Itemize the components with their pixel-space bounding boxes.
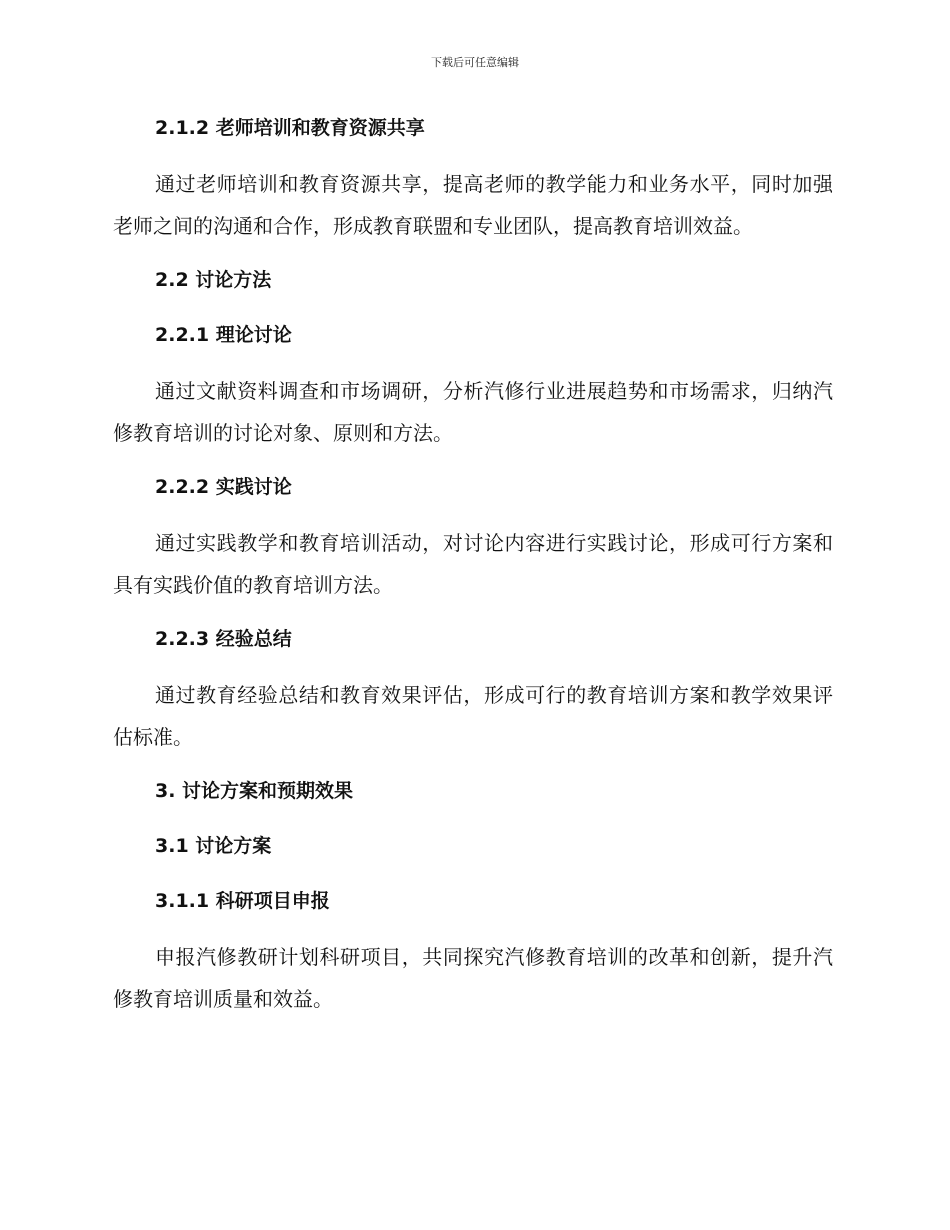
section-heading: 2.2 讨论方法 [155, 269, 272, 291]
section-heading: 2.1.2 老师培训和教育资源共享 [155, 117, 425, 139]
document-body [113, 108, 833, 1033]
section-heading: 3.1 讨论方案 [155, 835, 272, 857]
section-heading: 2.2.1 理论讨论 [155, 324, 292, 346]
paragraph: 申报汽修教研计划科研项目，共同探究汽修教育培训的改革和创新，提升汽修教育培训质量和效益。 [113, 945, 833, 1011]
paragraph: 通过老师培训和教育资源共享，提高老师的教学能力和业务水平，同时加强老师之间的沟通和合作，形成教育联盟和专业团队，提高教育培训效益。 [113, 172, 833, 238]
section-heading: 3. 讨论方案和预期效果 [155, 780, 354, 802]
section-heading: 3.1.1 科研项目申报 [155, 890, 330, 912]
section-heading: 2.2.3 经验总结 [155, 628, 292, 650]
paragraph: 通过文献资料调查和市场调研，分析汽修行业进展趋势和市场需求，归纳汽修教育培训的讨论对象、原则和方法。 [113, 379, 833, 445]
paragraph: 通过实践教学和教育培训活动，对讨论内容进行实践讨论，形成可行方案和具有实践价值的教育培训方法。 [113, 531, 833, 597]
header-note: 下载后可任意编辑 [431, 56, 519, 69]
paragraph: 通过教育经验总结和教育效果评估，形成可行的教育培训方案和教学效果评估标准。 [113, 683, 833, 749]
section-heading: 2.2.2 实践讨论 [155, 476, 292, 498]
